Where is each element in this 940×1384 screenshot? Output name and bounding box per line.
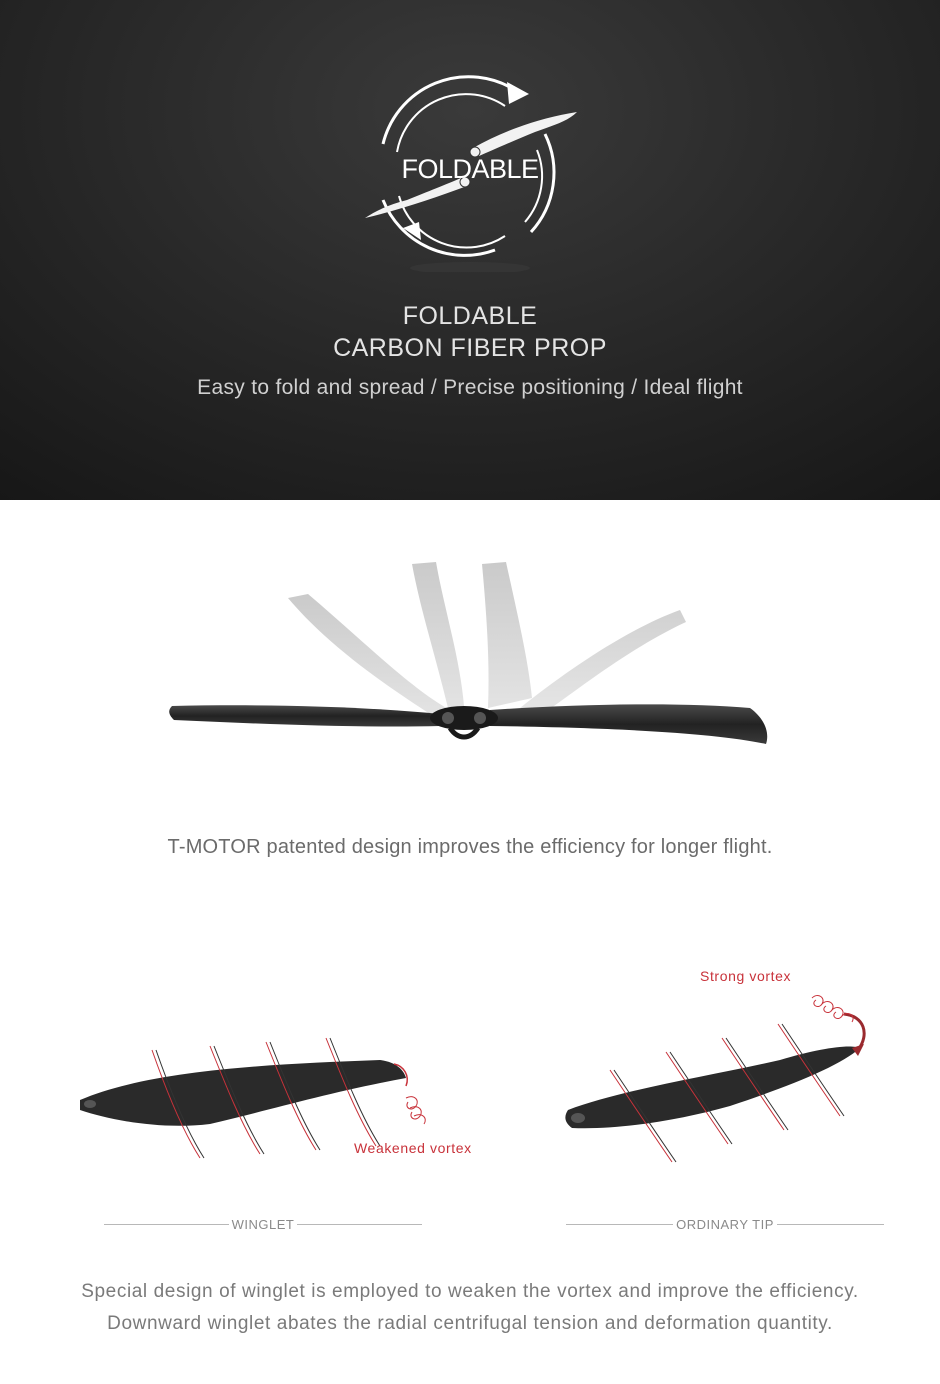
spiral-vortex-icon	[406, 1097, 425, 1124]
ordinary-tip-label	[566, 1214, 884, 1234]
ordinary-tip-rule-left	[566, 1224, 673, 1225]
hero-title-line-1: FOLDABLE	[402, 302, 538, 330]
folding-prop-illustration	[160, 548, 780, 778]
winglet-label-text: WINGLET	[231, 1216, 295, 1232]
winglet-rule-right	[297, 1224, 422, 1225]
hero-banner	[0, 0, 940, 500]
description-line-2: Downward winglet abates the radial centrifugal tension and deformation quantity.	[107, 1313, 833, 1334]
strong-vortex-label: Strong vortex	[700, 968, 792, 984]
foldable-emblem	[355, 72, 585, 272]
winglet-label	[104, 1214, 422, 1234]
emblem-label: FOLDABLE	[401, 154, 539, 184]
ordinary-tip-label-text: ORDINARY TIP	[676, 1216, 774, 1232]
ordinary-tip-blade-illustration	[560, 990, 880, 1170]
hero-title-line-2: CARBON FIBER PROP	[333, 334, 607, 362]
description-line-1: Special design of winglet is employed to weaken the vortex and improve the efficiency.	[81, 1281, 859, 1302]
prop-caption: T-MOTOR patented design improves the efficiency for longer flight.	[167, 836, 773, 858]
hero-subtitle: Easy to fold and spread / Precise positioning / Ideal flight	[197, 376, 743, 399]
winglet-rule-left	[104, 1224, 229, 1225]
ordinary-tip-rule-right	[777, 1224, 884, 1225]
weakened-vortex-label: Weakened vortex	[354, 1140, 472, 1156]
